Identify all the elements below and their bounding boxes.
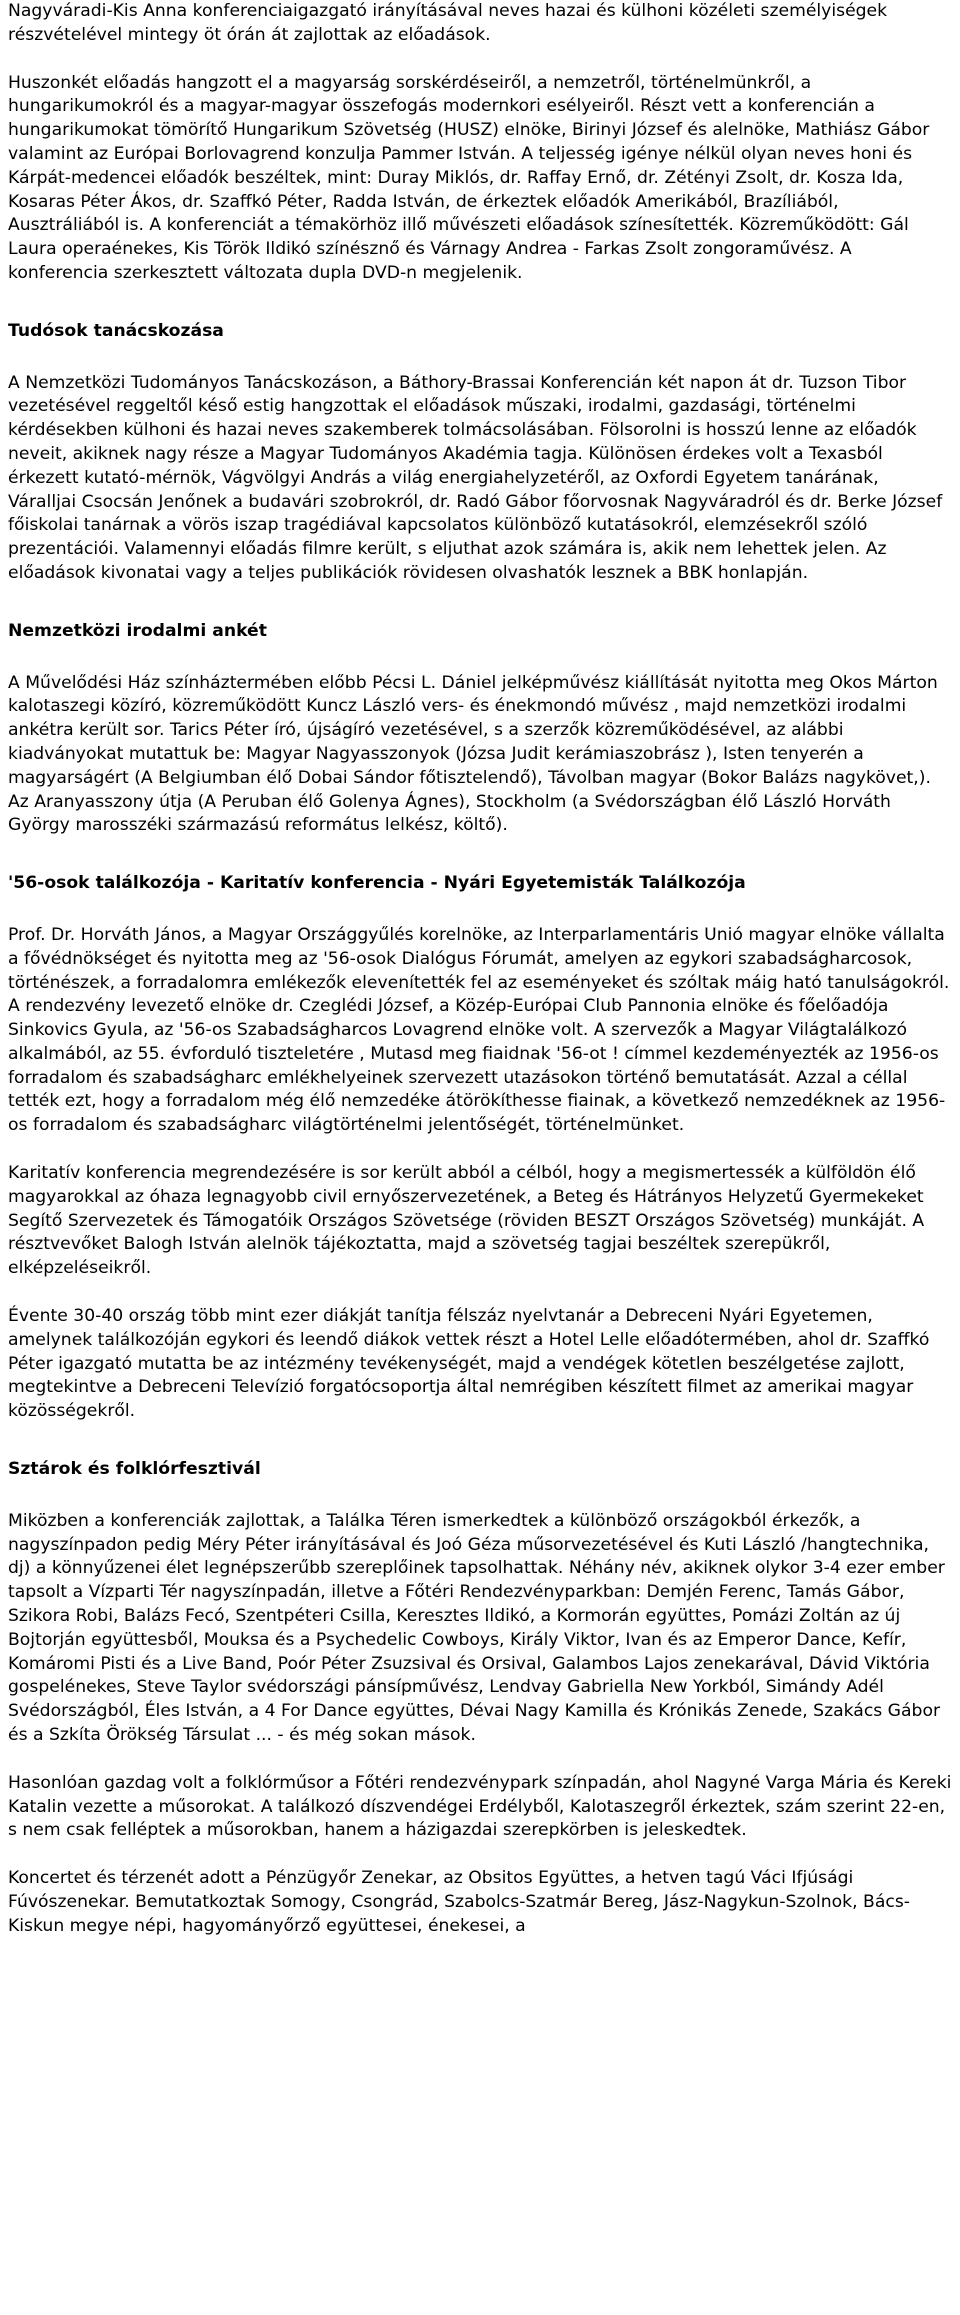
section-heading-56ers: '56-osok találkozója - Karitatív konferencia - Nyári Egyetemisták Találkozója <box>8 873 746 894</box>
concert-paragraph: Koncertet és térzenét adott a Pénzügyőr Zenekar, az Obsitos Együttes, a hetven tagú Váci Ifjúsági Fúvószenekar. Bemutatkoztak Somogy, Csongrád, Szabolcs-Szatmár Bereg, Jász-Nagykun-Szolnok, Bács-Kiskun megye népi, hagyományőrző együttesei, énekesei, a <box>8 1868 910 1936</box>
summer-university-paragraph: Évente 30-40 ország több mint ezer diákját tanítja félszáz nyelvtanár a Debreceni Nyári Egyetemen, amelynek találkozóján egykori és leendő diákok vettek részt a Hotel Lelle előadótermében, ahol dr. Szaffkó Péter igazgató mutatta be az intézmény tevékenységét, majd a vendégek kötetlen beszélgetése zajlott, megtekintve a Debreceni Televízió forgatócsoportja által nemrégiben készített filmet az amerikai magyar közösségekről. <box>8 1306 930 1422</box>
section-heading-literary: Nemzetközi irodalmi ankét <box>8 620 267 641</box>
56ers-paragraph: Prof. Dr. Horváth János, a Magyar Országgyűlés korelnöke, az Interparlamentáris Unió magyar elnöke vállalta a fővédnökséget és nyitotta meg az '56-osok Dialógus Fórumát, amelyen az egykori szabadságharcosok, történészek, a forradalomra emlékezők elevenítették fel az eseményeket és szóltak máig ható tanulságokról. A rendezvény levezető elnöke dr. Czeglédi József, a Közép-Európai Club Pannonia elnöke és főelőadója Sinkovics Gyula, az '56-os Szabadságharcos Lovagrend elnöke volt. A szervezők a Magyar Világtalálkozó alkalmából, az 55. évforduló tiszteletére , Mutasd meg fiaidnak '56-ot ! címmel kezdeményezték az 1956-os forradalom és szabadságharc emlékhelyeinek szervezett utazásokon történő bemutatását. Azzal a céllal tették ezt, hogy a forradalom még élő nemzedéke átörökíthesse fiainak, a következő nemzedéknek az 1956-os forradalom és szabadságharc világtörténelmi jelentőségét, történelmünket. <box>8 924 950 1136</box>
literary-paragraph: A Művelődési Ház színháztermében előbb Pécsi L. Dániel jelképművész kiállítását nyitotta meg Okos Márton kalotaszegi közíró, közreműködött Kuncz László vers- és énekmondó művész , majd nemzetközi irodalmi ankétra került sor. Tarics Péter író, újságíró vezetésével, s a szerzők közreműködésével, az alábbi kiadványokat mutattuk be: Magyar Nagyasszonyok (Józsa Judit kerámiaszobrász ), Isten tenyerén a magyarságért (A Belgiumban élő Dobai Sándor főtisztelendő), Távolban magyar (Bokor Balázs nagykövet,). Az Aranyasszony útja (A Peruban élő Golenya Ágnes), Stockholm (a Svédországban élő László Horváth György marosszéki származású református lelkész, költő). <box>8 672 938 836</box>
conference-paragraph: Huszonkét előadás hangzott el a magyarság sorskérdéseiről, a nemzetről, történelmünkről, a hungarikumokról és a magyar-magyar összefogás modernkori esélyeiről. Részt vett a konferencián a hungarikumokat tömörítő Hungarikum Szövetség (HUSZ) elnöke, Birinyi József és alelnöke, Mathiász Gábor valamint az Európai Borlovagrend konzulja Pammer István. A teljesség igénye nélkül olyan neves honi és Kárpát-medencei előadók beszéltek, mint: Duray Miklós, dr. Raffay Ernő, dr. Zétényi Zsolt, dr. Kosza Ida, Kosaras Péter Ákos, dr. Szaffkó Péter, Radda István, de érkeztek előadók Amerikából, Brazíliából, Ausztráliából is. A konferenciát a témakörhöz illő művészeti előadások színesítették. Közreműködött: Gál Laura operaénekes, Kis Török Ildikó színésznő és Várnagy Andrea - Farkas Zsolt zongoraművész. A konferencia szerkesztett változata dupla DVD-n megjelenik. <box>8 72 930 283</box>
intro-paragraph: Nagyváradi-Kis Anna konferenciaigazgató irányításával neves hazai és külhoni közéleti személyiségek részvételével mintegy öt órán át zajlottak az előadások. <box>8 1 888 45</box>
stars-paragraph: Miközben a konferenciák zajlottak, a Találka Téren ismerkedtek a különböző országokból érkezők, a nagyszínpadon pedig Méry Péter irányításával és Joó Géza műsorvezetésével és Kuti László /hangtechnika, dj) a könnyűzenei élet legnépszerűbb szereplőinek tapsolhattak. Néhány név, akiknek olykor 3-4 ezer ember tapsolt a Vízparti Tér nagyszínpadán, illetve a Főtéri Rendezvényparkban: Demjén Ferenc, Tamás Gábor, Szikora Robi, Balázs Fecó, Szentpéteri Csilla, Keresztes Ildikó, a Kormorán együttes, Pomázi Zoltán az új Bojtorján együttesből, Mouksa és a Psychedelic Cowboys, Király Viktor, Ivan és az Emperor Dance, Kefír, Komáromi Pisti és a Live Band, Poór Péter Zsuzsival és Orsival, Galambos Lajos zenekarával, Dávid Viktória gospelénekes, Steve Taylor svédországi pánsípművész, Lendvay Gabriella New Yorkból, Simándy Adél Svédországból, Éles István, a 4 For Dance együttes, Dévai Nagy Kamilla és Krónikás Zenede, Szakács Gábor és a Szkíta Örökség Társulat ... - és még sokan mások. <box>8 1510 945 1746</box>
charity-paragraph: Karitatív konferencia megrendezésére is sor került abból a célból, hogy a megismertessék a külföldön élő magyarokkal az óhaza legnagyobb civil ernyőszervezetének, a Beteg és Hátrányos Helyzetű Gyermekeket Segítő Szervezetek és Támogatóik Országos Szövetsége (röviden BESZT Országos Szövetség) munkáját. A résztvevőket Balogh István alelnök tájékoztatta, majd a szövetség tagjai beszéltek szerepükről, elképzeléseikről. <box>8 1163 925 1279</box>
section-heading-stars: Sztárok és folklórfesztivál <box>8 1459 261 1480</box>
folklore-paragraph: Hasonlóan gazdag volt a folklórműsor a Főtéri rendezvénypark színpadán, ahol Nagyné Varga Mária és Kereki Katalin vezette a műsorokat. A találkozó díszvendégei Erdélyből, Kalotaszegről érkeztek, szám szerint 22-en, s nem csak felléptek a műsorokban, hanem a házigazdai szerepkörben is jeleskedtek. <box>8 1772 952 1841</box>
scientists-paragraph: A Nemzetközi Tudományos Tanácskozáson, a Báthory-Brassai Konferencián két napon át dr. Tuzson Tibor vezetésével reggeltől késő estig hangzottak el előadások műszaki, irodalmi, gazdasági, történelmi kérdésekben külhoni és hazai neves szakemberek tolmácsolásában. Fölsorolni is hosszú lenne az előadók neveit, akiknek nagy része a Magyar Tudományos Akadémia tagja. Különösen érdekes volt a Texasból érkezett kutató-mérnök, Vágvölgyi András a világ energiahelyzetéről, az Oxfordi Egyetem tanárának, Váralljai Csocsán Jenőnek a budavári szobrokról, dr. Radó Gábor főorvosnak Nagyváradról és dr. Berke József főiskolai tanárnak a vörös iszap tragédiával kapcsolatos különböző kutatásokról, elemzésekről szóló prezentációi. Valamennyi előadás filmre került, s eljuthat azok számára is, akik nem lehettek jelen. Az előadások kivonatai vagy a teljes publikációk rövidesen olvashatók lesznek a BBK honlapján. <box>8 372 943 583</box>
section-heading-scientists: Tudósok tanácskozása <box>8 320 224 341</box>
